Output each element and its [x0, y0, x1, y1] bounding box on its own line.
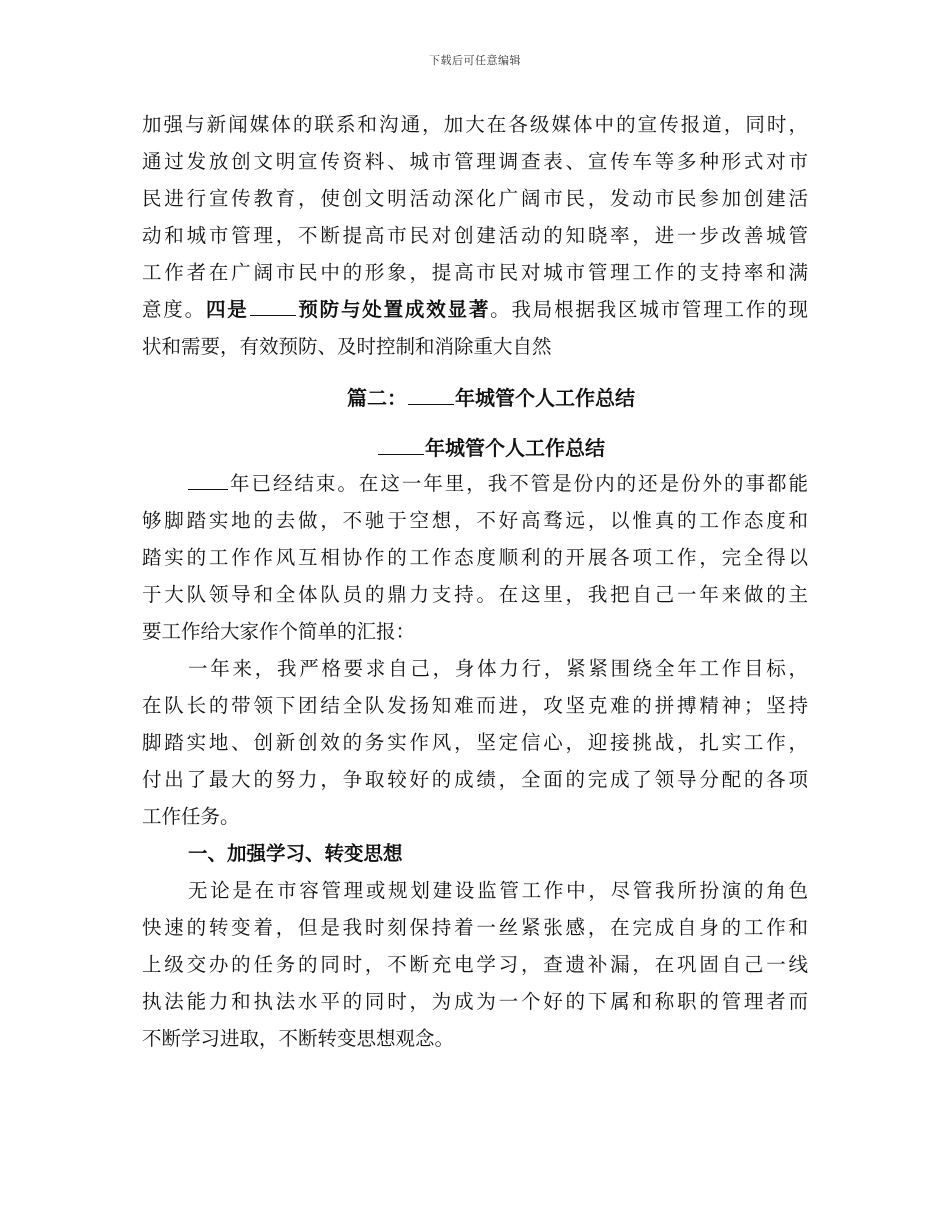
text-line: 加强与新闻媒体的联系和沟通，加大在各级媒体中的宣传报道，同时，	[142, 113, 808, 136]
text-line: 于大队领导和全体队员的鼎力支持。在这里，我把自己一年来做的主	[142, 583, 808, 606]
title-prefix: 篇二：	[347, 386, 407, 410]
text-line: 在队长的带领下团结全队发扬知难而进，攻坚克难的拼搏精神；坚持	[142, 694, 808, 717]
text-line: 无论是在市容管理或规划建设监管工作中，尽管我所扮演的角色	[188, 879, 808, 902]
text-line: 状和需要，有效预防、及时控制和消除重大自然	[142, 335, 552, 358]
text-line: 不断学习进取，不断转变思想观念。	[142, 1027, 455, 1050]
emphasis-text: 预防与处置成效显著	[296, 298, 491, 321]
text-line: 踏实的工作作风互相协作的工作态度顺利的开展各项工作，完全得以	[142, 546, 808, 569]
paragraph-1	[142, 106, 808, 365]
text-line: 民进行宣传教育，使创文明活动深化广阔市民，发动市民参加创建活	[142, 187, 808, 210]
text-line: 要工作给大家作个简单的汇报：	[142, 620, 416, 643]
emphasis-text: 四是	[205, 298, 249, 321]
text-line: 付出了最大的努力，争取较好的成绩，全面的完成了领导分配的各项	[142, 768, 808, 791]
text-span: 。我局根据我区城市管理工作的现	[490, 298, 808, 321]
title-text: 年城管个人工作总结	[425, 436, 605, 460]
document-body	[142, 106, 808, 1057]
blank-underline	[378, 436, 424, 455]
text-line: 动和城市管理，不断提高市民对创建活动的知晓率，进一步改善城管	[142, 224, 808, 247]
text-line: 工作者在广阔市民中的形象，提高市民对城市管理工作的支持率和满	[142, 261, 808, 284]
text-line: 通过发放创文明宣传资料、城市管理调查表、宣传车等多种形式对市	[142, 150, 808, 173]
text-line: 一年来，我严格要求自己，身体力行，紧紧围绕全年工作目标，	[188, 657, 808, 680]
text-line: 执法能力和执法水平的同时，为成为一个好的下属和称职的管理者而	[142, 990, 808, 1013]
text-line: 上级交办的任务的同时，不断充电学习，查遗补漏，在巩固自己一线	[142, 953, 808, 976]
paragraph-4	[142, 872, 808, 1057]
paragraph-3	[142, 650, 808, 835]
text-line: 脚踏实地、创新创效的务实作风，坚定信心，迎接挑战，扎实工作，	[142, 731, 808, 754]
text-line: 工作任务。	[142, 805, 240, 828]
blank-underline	[188, 471, 228, 490]
text-line-with-emphasis	[142, 291, 808, 328]
paragraph-2	[142, 465, 808, 650]
text-span: 年已经结束。在这一年里，我不管是份内的还是份外的事都能	[228, 472, 808, 495]
blank-underline	[408, 386, 454, 405]
text-span: 意度。	[142, 298, 206, 321]
blank-underline	[250, 297, 296, 316]
section-heading: 一、加强学习、转变思想	[188, 842, 403, 865]
text-line: 够脚踏实地的去做，不驰于空想，不好高骛远，以惟真的工作态度和	[142, 509, 808, 532]
section-title	[142, 381, 808, 415]
page-header: 下载后可任意编辑	[429, 54, 521, 67]
title-text: 年城管个人工作总结	[455, 386, 635, 410]
text-line: 快速的转变着，但是我时刻保持着一丝紧张感，在完成自身的工作和	[142, 916, 808, 939]
text-line	[142, 465, 808, 502]
document-title	[142, 431, 808, 465]
